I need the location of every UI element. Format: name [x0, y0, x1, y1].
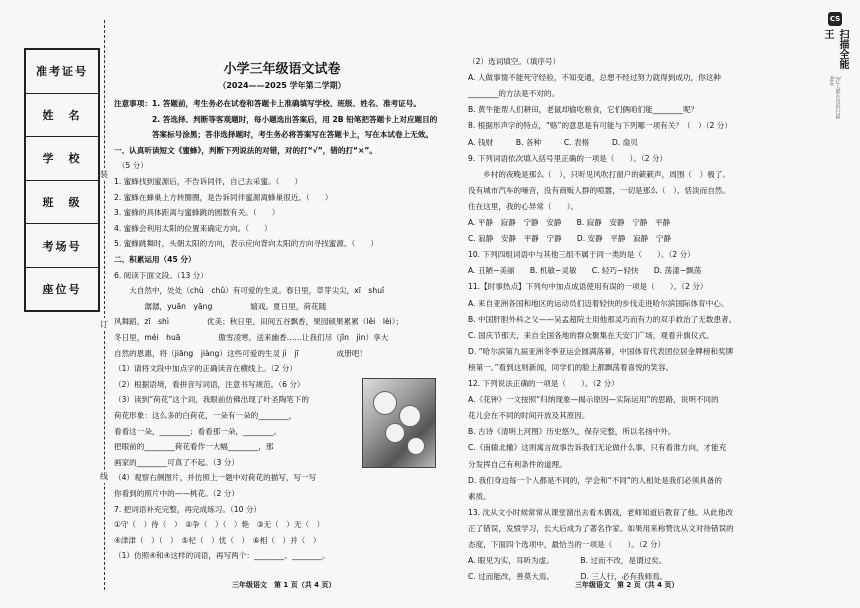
info-cell: 座位号: [42, 283, 82, 297]
text-line: 13. 沈从文小时候常常从课堂溜出去看木偶戏，老师知道后教育了他。从此他改: [468, 507, 734, 517]
text-line: （2）根据语境，看拼音写词语，注意书写规范。（6 分）: [114, 379, 305, 389]
text-line: B. 黄牛能帮人们耕田，老鼠却偷吃粮食，它们俩咱们能________呢？: [468, 105, 699, 115]
text-line: ④津津（ ）（ ） ⑤杞（ ）忧（ ） ⑥相（ ）并（ ）: [114, 535, 321, 545]
text-line: B. 中国肝胆外科之父——吴孟超院士用他那灵巧而有力的双手救治了无数患者。: [468, 314, 737, 324]
margin-mark: 装: [100, 170, 108, 179]
margin-mark: 订: [100, 320, 108, 329]
text-line: 风舞蹈，zī shì 优美；秋日里，田间五谷飘香，果园硕果累累（lěi lèi）；: [114, 317, 404, 327]
text-line: A. 平静 寂静 宁静 安静 B. 寂静 安静 宁静 平静: [468, 218, 671, 227]
text-line: C. 国庆节那天，来自全国各地的群众聚集在天安门广场，观看升旗仪式。: [468, 330, 714, 340]
text-line: 大自然中，处处（chù chǔ）有可爱的生灵。春日里，草芽尖尖，xī shuǐ: [114, 286, 385, 296]
text-line: 素质。: [468, 491, 491, 501]
text-line: 一、认真听读短文《蜜蜂》，判断下列说法的对错，对的打“√”，错的打“×”。: [114, 145, 377, 155]
info-cell: 学 校: [26, 137, 98, 181]
text-line: （2）选词填空。（填序号）: [468, 57, 561, 66]
text-line: 12. 下列说法正确的一项是（ ）。（2 分）: [468, 379, 619, 388]
page-footer-left: 三年级语文 第 1 页（共 4 页）: [232, 581, 336, 589]
text-line: 看看这一朵，________；看看那一朵，________。: [114, 426, 282, 436]
text-line: A. 丑陋−美丽 B. 机敏−灵敏 C. 轻巧−轻快 D. 荡漾−飘荡: [468, 266, 702, 276]
text-line: C.《南辕北辙》这则寓言故事告诉我们无论做什么事，只有看准方向，才能充: [468, 443, 727, 453]
info-cell: 班 级: [26, 181, 98, 225]
info-cell: 考场号: [26, 224, 98, 268]
text-line: A. 来自亚洲各国和地区的运动员们迈着轻快的步伐走进哈尔滨国际体育中心。: [468, 298, 729, 308]
text-line: 荷花形象：这么多的白荷花，一朵有一朵的________，: [114, 411, 297, 420]
text-line: 二、积累运用（45 分）: [114, 255, 196, 264]
text-line: 分发挥自己有利条件的道理。: [468, 459, 567, 469]
text-line: 6. 阅读下面文段。（13 分）: [114, 270, 208, 280]
text-line: 10. 下列四组词语中与其他三组不属于同一类的是（ ）。（2 分）: [468, 250, 695, 260]
text-line: 没有城市汽车的噪音，没有商贩人群的喧嚣，一切是那么（ ）、恬淡而自然。: [468, 185, 730, 195]
info-cell: 姓 名: [26, 94, 98, 138]
text-line: C. 过而能改，善莫大焉。 D. 三人行，必有我师焉。: [468, 572, 668, 582]
text-line: 4. 蜜蜂会利用太阳的位置来确定方向。（ ）: [114, 223, 272, 233]
text-line: （4）观察右侧图片，并仿照上一题中对荷花的描写，写一写: [114, 473, 317, 483]
text-line: 冬日里，méi huā 傲雪凌寒，送来幽香……让我们尽（jǐn jìn）享大: [114, 333, 389, 342]
brand-name: 扫描全能王: [822, 29, 848, 69]
text-line: D. 我们身边每一个人都是不同的，学会和“不同”的人相处是我们必须具备的: [468, 475, 722, 485]
text-line: ________的方法是不对的。: [468, 89, 560, 99]
text-line: 7. 把词语补充完整，再完成练习。（10 分）: [114, 504, 262, 514]
text-line: 11.【时事热点】下列句中加点成语使用有误的一项是（ ）。（2 分）: [468, 282, 708, 292]
text-line: （3）读到“荷花”这个词，我眼前仿佛出现了叶圣陶笔下的: [114, 395, 309, 405]
text-line: （1）仿照④和④这样的词语，再写两个：________、________。: [114, 551, 330, 561]
text-line: 把眼前的________荷花看作一大幅________，那: [114, 442, 274, 452]
text-line: 正了错误，发愤学习，长大后成为了著名作家。如果用来称赞沈从文对待错误的: [468, 523, 734, 533]
exam-title: 小学三年级语文试卷: [223, 62, 341, 77]
text-line: ①守（ ）待（ ） ②争（ ）（ ）艳 ③无（ ）无（ ）: [114, 520, 325, 530]
text-line: C. 寂静 安静 平静 宁静 D. 安静 平静 寂静 宁静: [468, 234, 672, 244]
cs-logo-icon: CS: [828, 12, 842, 26]
text-line: 1. 蜜蜂找到蜜源后，不告诉同伴，自己去采蜜。（ ）: [114, 177, 303, 186]
margin-mark: 线: [100, 472, 108, 481]
student-info-panel: [24, 48, 100, 312]
text-line: D. “哈尔滨第九届亚洲冬季亚运会圆满落幕，中国体育代表团位居金牌榜和奖牌: [468, 346, 734, 356]
exam-term: （2024——2025 学年第二学期）: [218, 81, 346, 90]
text-line: 答案标号涂黑；答非选择题时，考生务必将答案写在答题卡上，写在本试卷上无效。: [114, 130, 433, 140]
text-line: 你看到的照片中的——桃花。（2 分）: [114, 489, 239, 498]
text-line: 榜第一。”看到这则新闻，同学们的脸上都飘荡着喜悦的笑容。: [468, 362, 674, 372]
text-line: A.《花钟》一文按照“归纳现象—揭示原因—实际运用”的思路，说明不同的: [468, 395, 719, 405]
text-line: 8. 根据形声字的特点，“赂”的意思是有可能与下列哪一项有关？（ ）（2 分）: [468, 121, 732, 131]
text-line: A. 钱财 B. 各种 C. 表格 D. 扇贝: [468, 137, 638, 147]
text-line: （5 分）: [114, 161, 148, 171]
text-line: 5. 蜜蜂跳舞时，头朝太阳的方向，表示应向背向太阳的方向寻找蜜源。（ ）: [114, 239, 379, 249]
text-line: 自然的恩惠，将（jiāng jiàng）这些可爱的生灵 jì jī 成册吧！: [114, 348, 367, 358]
text-line: 潺潺，yuān yāng 嬉戏。夏日里，荷花随: [114, 301, 327, 311]
text-line: 花儿会在不同的时间开放及其原因。: [468, 411, 590, 421]
text-line: 住在这里，我的心异常（ ）。: [468, 201, 579, 211]
text-line: 3. 蜜蜂的具体距离与蜜蜂跳的圆数有关。（ ）: [114, 208, 280, 218]
text-line: 画家的________可真了不起。（3 分）: [114, 457, 239, 467]
text-line: 2. 答选择、判断等客观题时，每小题选出答案后，用 2B 铅笔把答题卡上对应题目的: [114, 114, 438, 124]
scanner-watermark: [824, 12, 846, 122]
text-line: 注意事项：1. 答题前，考生务必在试卷和答题卡上准确填写学校、班级、姓名、准考证号。: [114, 99, 421, 108]
info-cell: 准考证号: [26, 50, 98, 94]
text-line: A. 眼见为实，耳听为虚。 B. 过而不改，是谓过矣。: [468, 556, 667, 566]
binding-line: [104, 20, 105, 590]
page-footer-right: 三年级语文 第 2 页（共 4 页）: [575, 581, 679, 589]
text-line: 2. 蜜蜂在蜂巢上方转圈圈，是告诉同伴蜜源离蜂巢很近。（ ）: [114, 192, 333, 202]
text-line: A. 人做事情不能死守经验，不知变通，总想不经过努力就得到成功，你这种: [468, 73, 721, 83]
brand-sub: 3亿人都在用的扫描App: [828, 75, 841, 119]
text-line: 态度，下面四个选项中，最恰当的一项是（ ）。（2 分）: [468, 540, 666, 549]
peach-blossom-photo: [362, 378, 436, 468]
text-line: 9. 下列词语依次填入括号里正确的一项是（ ）。（2 分）: [468, 153, 668, 163]
text-line: 乡村的夜晚是那么（ ），只听见风吹打窗户的簌簌声，周围（ ）极了。: [468, 169, 730, 179]
text-line: （1）请将文段中加点字的正确读音在横线上。（2 分）: [114, 364, 297, 374]
text-line: B. 古诗《清明上河图》历史悠久，保存完整，所以名扬中外。: [468, 427, 676, 437]
